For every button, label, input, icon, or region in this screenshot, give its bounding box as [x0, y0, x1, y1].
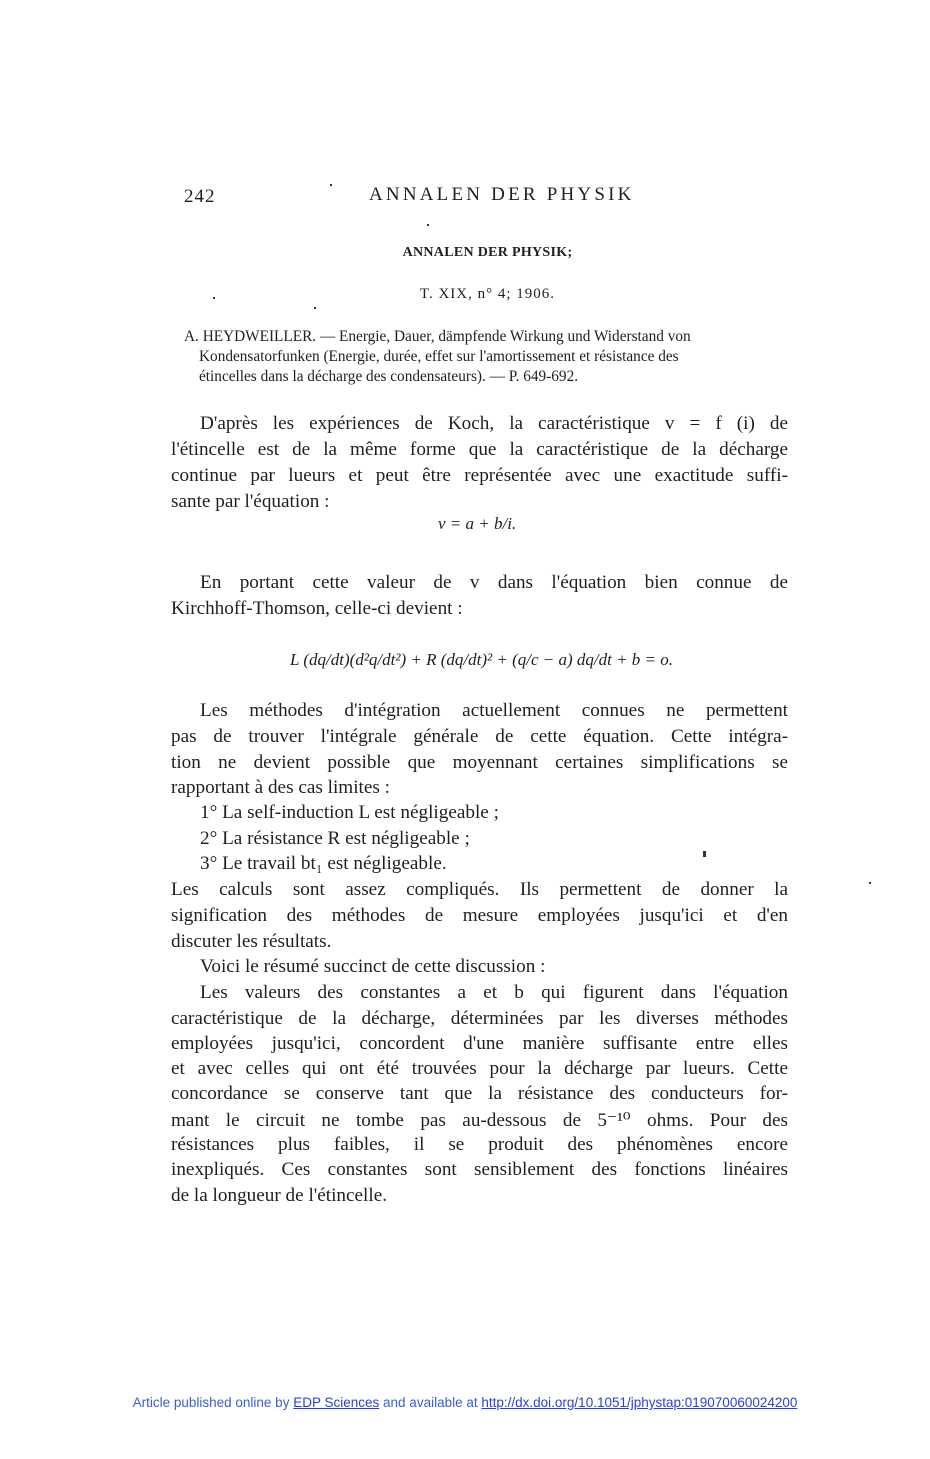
body-line: l'étincelle est de la même forme que la caractéristique de la décharge: [171, 439, 788, 460]
body-line: et avec celles qui ont été trouvées pour la décharge par lueurs. Cette: [171, 1058, 788, 1079]
speck-mark: [427, 224, 429, 226]
body-line: employées jusqu'ici, concordent d'une manière suffisante entre elles: [171, 1033, 788, 1054]
footer-prefix: Article published online by: [132, 1395, 290, 1410]
equation-1: v = a + b/i.: [438, 514, 517, 533]
body-line: continue par lueurs et peut être représentée avec une exactitude suffi-: [171, 465, 788, 486]
body-line: sante par l'équation :: [171, 491, 330, 512]
body-line: résistances plus faibles, il se produit des phénomènes encore: [171, 1134, 788, 1155]
volume-line: T. XIX, n° 4; 1906.: [419, 286, 556, 302]
speck-mark: [314, 307, 316, 309]
body-line: tion ne devient possible que moyennant certaines simplifications se: [171, 752, 788, 773]
list-item: 3° Le travail bt₁ est négligeable.: [200, 853, 447, 874]
body-line: En portant cette valeur de v dans l'équation bien connue de: [200, 572, 788, 593]
reference-line: A. HEYDWEILLER. — Energie, Dauer, dämpfende Wirkung und Widerstand von: [184, 328, 691, 345]
body-line: pas de trouver l'intégrale générale de cette équation. Cette intégra-: [171, 726, 788, 747]
body-line: Les valeurs des constantes a et b qui figurent dans l'équation: [200, 982, 788, 1003]
running-title: ANNALEN DER PHYSIK: [369, 184, 635, 205]
body-line: Les calculs sont assez compliqués. Ils permettent de donner la: [171, 879, 788, 900]
body-line: Kirchhoff-Thomson, celle-ci devient :: [171, 598, 463, 619]
body-line: Voici le résumé succinct de cette discussion :: [200, 956, 546, 977]
body-line: mant le circuit ne tombe pas au-dessous de 5⁻¹⁰ ohms. Pour des: [171, 1110, 788, 1131]
speck-mark: [213, 297, 215, 299]
speck-mark: [330, 184, 332, 186]
reference-line: étincelles dans la décharge des condensateurs). — P. 649-692.: [199, 368, 579, 385]
equation-2: L (dq/dt)(d²q/dt²) + R (dq/dt)² + (q/c − a) dq/dt + b = o.: [290, 650, 674, 669]
speck-mark: [869, 882, 871, 884]
journal-heading: ANNALEN DER PHYSIK;: [402, 245, 573, 260]
body-line: caractéristique de la décharge, déterminées par les diverses méthodes: [171, 1008, 788, 1029]
body-line: concordance se conserve tant que la résistance des conducteurs for-: [171, 1083, 788, 1104]
body-line: D'après les expériences de Koch, la caractéristique v = f (i) de: [200, 413, 788, 434]
speck-mark: [703, 851, 706, 857]
list-item: 1° La self-induction L est négligeable ;: [200, 802, 499, 823]
body-line: rapportant à des cas limites :: [171, 777, 390, 798]
body-line: inexpliqués. Ces constantes sont sensiblement des fonctions linéaires: [171, 1159, 788, 1180]
doi-link[interactable]: http://dx.doi.org/10.1051/jphystap:019070060024200: [481, 1395, 798, 1410]
body-line: discuter les résultats.: [171, 931, 332, 952]
publisher-link[interactable]: EDP Sciences: [293, 1395, 380, 1410]
body-line: signification des méthodes de mesure employées jusqu'ici et d'en: [171, 905, 788, 926]
body-line: Les méthodes d'intégration actuellement connues ne permettent: [200, 700, 788, 721]
body-line: de la longueur de l'étincelle.: [171, 1185, 388, 1206]
list-item: 2° La résistance R est négligeable ;: [200, 828, 470, 849]
footer: [0, 1395, 930, 1410]
footer-middle: and available at: [383, 1395, 478, 1410]
page-number: 242: [184, 186, 216, 207]
reference-line: Kondensatorfunken (Energie, durée, effet sur l'amortissement et résistance des: [199, 348, 679, 365]
